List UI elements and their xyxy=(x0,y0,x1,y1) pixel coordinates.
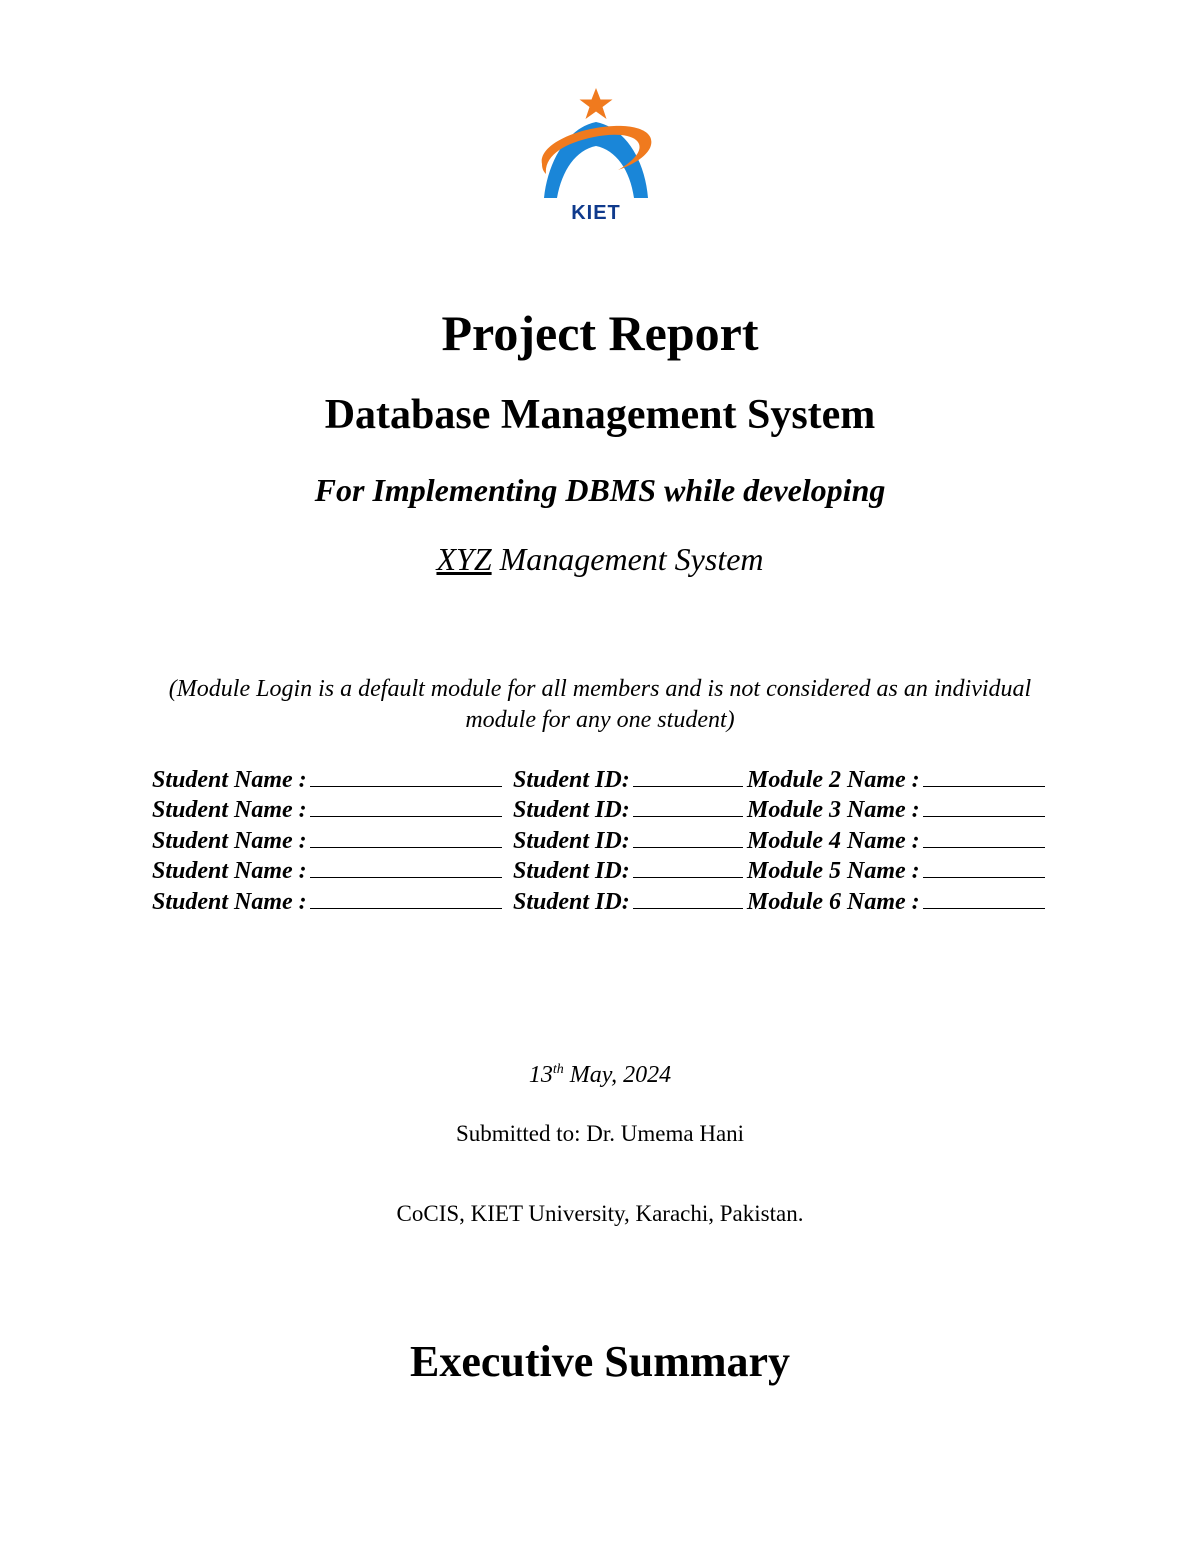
date-suffix: th xyxy=(552,1062,564,1077)
student-name-blank xyxy=(310,825,502,848)
module-name-label: Module 3 Name : xyxy=(747,797,920,824)
student-id-label: Student ID: xyxy=(513,858,630,885)
module-name-blank xyxy=(923,855,1045,878)
affiliation: CoCIS, KIET University, Karachi, Pakistan. xyxy=(396,1201,804,1226)
module-name-blank xyxy=(923,886,1045,909)
module-name-blank xyxy=(923,764,1045,787)
logo-text: KIET xyxy=(571,202,621,224)
student-row xyxy=(152,825,1052,855)
module-name-label: Module 5 Name : xyxy=(747,858,920,885)
section-heading: Executive Summary xyxy=(409,1337,791,1386)
report-date xyxy=(0,1058,1200,1092)
student-name-label: Student Name : xyxy=(152,827,307,854)
purpose-line-2-rest: Management System xyxy=(491,541,764,577)
student-id-blank xyxy=(633,855,743,878)
student-name-blank xyxy=(310,764,502,787)
purpose-line-2 xyxy=(0,537,1200,581)
student-name-label: Student Name : xyxy=(152,858,307,885)
student-row xyxy=(152,855,1052,885)
student-row xyxy=(152,764,1052,794)
kiet-logo xyxy=(534,86,658,226)
student-id-blank xyxy=(633,794,743,817)
student-name-blank xyxy=(310,794,502,817)
student-name-blank xyxy=(310,886,502,909)
module-name-blank xyxy=(923,794,1045,817)
student-name-label: Student Name : xyxy=(152,767,307,793)
system-name-placeholder: XYZ xyxy=(436,541,492,577)
module-name-label: Module 2 Name : xyxy=(747,767,920,793)
student-list xyxy=(152,764,1052,916)
module-name-label: Module 6 Name : xyxy=(747,888,920,915)
date-rest: May, 2024 xyxy=(563,1062,672,1088)
student-id-blank xyxy=(633,825,743,848)
star-icon xyxy=(580,88,613,119)
student-id-label: Student ID: xyxy=(513,827,630,854)
student-id-label: Student ID: xyxy=(513,797,630,824)
student-id-blank xyxy=(633,764,743,787)
student-id-blank xyxy=(633,886,743,909)
page-subtitle: Database Management System xyxy=(324,392,876,438)
student-id-label: Student ID: xyxy=(513,888,630,915)
student-id-label: Student ID: xyxy=(513,767,630,793)
student-name-label: Student Name : xyxy=(152,797,307,824)
module-name-label: Module 4 Name : xyxy=(747,827,920,854)
date-day: 13 xyxy=(528,1062,553,1088)
student-name-label: Student Name : xyxy=(152,888,307,915)
module-note: (Module Login is a default module for all members and is not considered as an individual module for any one student) xyxy=(168,676,1032,733)
student-row xyxy=(152,886,1052,916)
submitted-to: Submitted to: Dr. Umema Hani xyxy=(455,1121,745,1146)
student-row xyxy=(152,794,1052,824)
student-name-blank xyxy=(310,855,502,878)
page-title: Project Report xyxy=(441,305,759,361)
module-name-blank xyxy=(923,825,1045,848)
purpose-line-1: For Implementing DBMS while developing xyxy=(314,472,886,508)
